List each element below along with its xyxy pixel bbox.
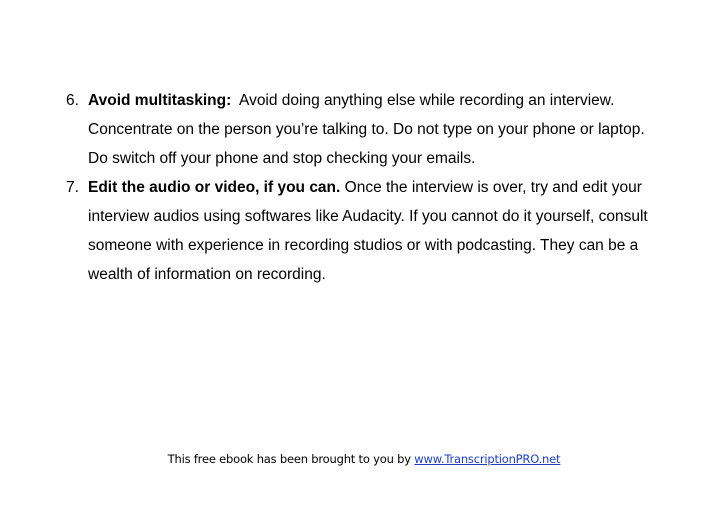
tips-list <box>66 86 666 289</box>
list-item-6 <box>66 86 666 173</box>
item-number: 6. <box>66 92 79 109</box>
item-heading: Edit the audio or video, if you can. <box>88 179 341 196</box>
list-item-7 <box>66 173 666 289</box>
footer-link[interactable]: www.TranscriptionPRO.net <box>414 452 561 466</box>
item-heading: Avoid multitasking: <box>88 92 232 109</box>
item-body: Once the interview is over, try and edit your interview audios using softwares like Audacity. If you cannot do it yourself, consult someone with experience in recording studios or with podcasting. They can be a wealth of information on recording. <box>88 179 653 283</box>
footer <box>0 452 728 466</box>
item-body: Avoid doing anything else while recording an interview. Concentrate on the person you’re talking to. Do not type on your phone or laptop. Do switch off your phone and stop checking your emails. <box>88 92 649 167</box>
item-number: 7. <box>66 179 79 196</box>
footer-text: This free ebook has been brought to you by <box>167 452 415 466</box>
